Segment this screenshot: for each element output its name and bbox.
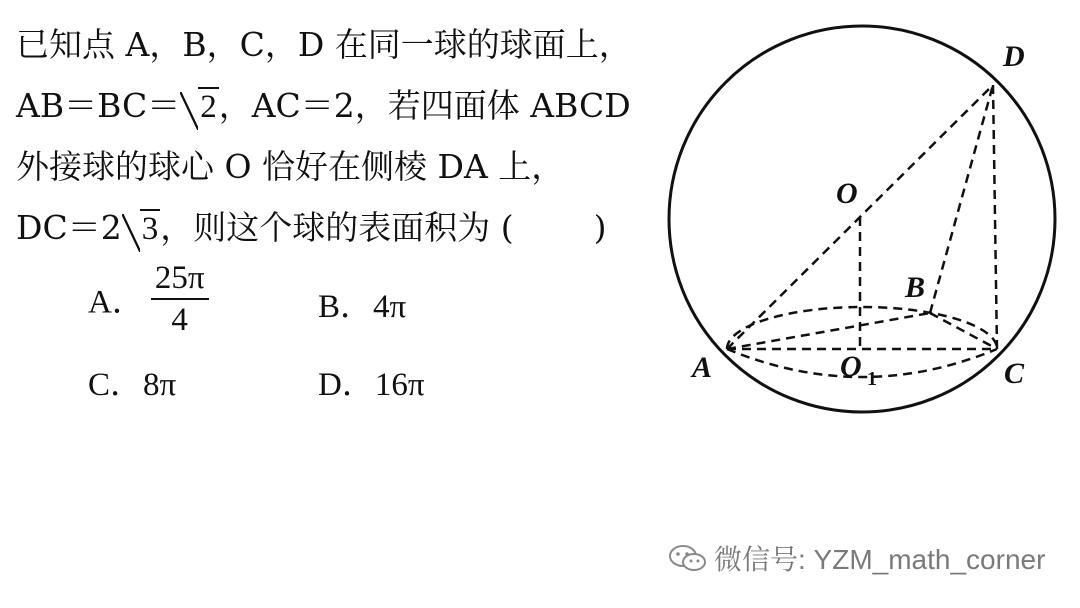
problem-line-1: 已知点 A，B，C，D 在同一球的球面上， [16, 25, 632, 64]
label-A: A [692, 351, 713, 384]
option-c[interactable] [88, 358, 176, 405]
label-C: C [1004, 357, 1025, 390]
sphere-diagram [660, 0, 1080, 430]
option-b-value: 4π [373, 289, 407, 325]
problem-line-2-mid: ，AC＝2，若四面体 ABCD [218, 86, 631, 125]
option-b-label: B． [318, 289, 374, 325]
watermark [668, 538, 1045, 580]
label-O: O [836, 177, 858, 210]
label-O1: O [840, 350, 862, 383]
label-O1-subscript: 1 [867, 368, 877, 390]
option-d-label: D． [318, 367, 375, 403]
option-a[interactable] [88, 258, 209, 340]
sphere-outline [669, 26, 1055, 412]
option-c-label: C． [88, 367, 144, 403]
edge-DC [993, 85, 997, 349]
label-B: B [905, 271, 926, 304]
option-c-value: 8π [143, 367, 177, 403]
base-circle-front [727, 349, 997, 377]
option-a-label: A． [88, 284, 145, 321]
problem-statement [16, 14, 661, 258]
problem-line-2 [16, 75, 661, 136]
option-b[interactable] [318, 280, 406, 327]
problem-line-3: 外接球的球心 O 恰好在侧棱 DA 上， [16, 147, 565, 186]
dashed-edges [727, 85, 997, 377]
sqrt-3-radicand: 3 [141, 211, 159, 247]
answer-paren-open: ( [500, 208, 514, 247]
option-a-denominator: 4 [171, 302, 188, 338]
sqrt-2-radicand: 2 [200, 89, 217, 125]
sqrt-2 [180, 75, 219, 138]
sqrt-3 [122, 197, 161, 260]
option-a-fraction [151, 258, 209, 340]
problem-line-4-pre: DC＝2 [16, 208, 122, 247]
watermark-text: 微信号: YZM_math_corner [714, 544, 1046, 575]
answer-paren-close: ) [593, 208, 607, 247]
problem-line-4 [16, 197, 661, 258]
label-D: D [1003, 40, 1025, 73]
problem-line-4-post: ，则这个球的表面积为 [160, 208, 491, 247]
option-a-numerator: 25π [151, 258, 209, 300]
option-d-value: 16π [374, 367, 425, 403]
wechat-icon [668, 543, 708, 580]
edge-BC [930, 313, 997, 349]
edge-BD [930, 85, 993, 313]
option-d[interactable] [318, 358, 425, 405]
problem-line-2-pre: AB＝BC＝ [16, 86, 181, 125]
edge-AB [727, 313, 930, 349]
